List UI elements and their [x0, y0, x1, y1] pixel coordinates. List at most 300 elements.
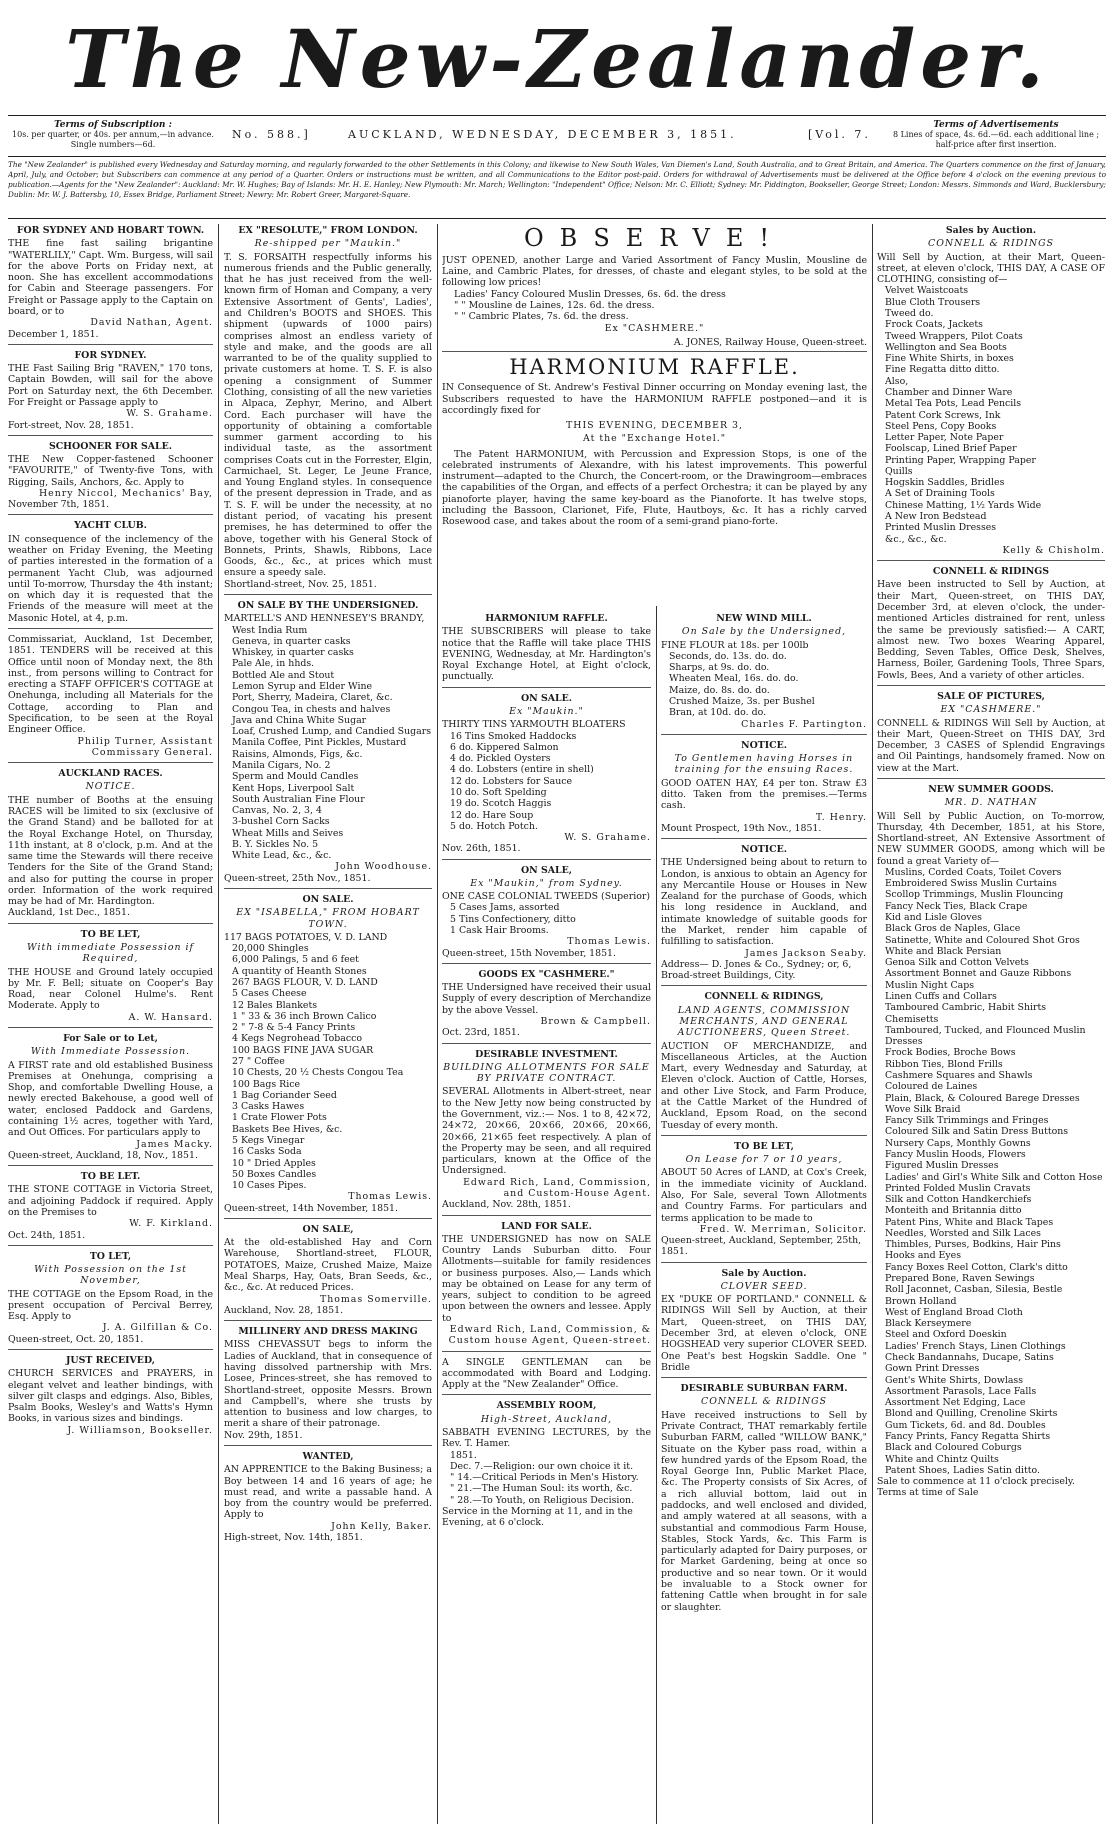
ad-heading: EX "RESOLUTE," FROM LONDON.: [238, 225, 418, 236]
ad-body: Will Sell by Public Auction, on To-morrow, Thursday, 4th December, 1851, at his Store, Shortland-street, AN Extensive Assortment of NEW SUMMER GOODS, among which will be found a great Variety of—: [877, 810, 1105, 867]
ad-list-item: Blue Cloth Trousers: [885, 296, 981, 308]
ad-list-item: Ladies' and Girl's White Silk and Cotton Hose: [885, 1171, 1103, 1183]
ad-body: MISS CHEVASSUT begs to inform the Ladies of Auckland, that in consequence of having dissolved partnership with Mrs. Losee, Princes-street, she has removed to Shortland-street, opposite Messrs. Brown and Campbell's, where she trusts by attention to business and low charges, to merit a share of their patronage.: [224, 1339, 432, 1430]
advertisement: [8, 225, 213, 345]
ad-list-item: Printing Paper, Wrapping Paper: [885, 454, 1036, 466]
column-rule: [218, 224, 219, 1824]
ad-list-item: Black Gros de Naples, Glace: [885, 923, 1021, 935]
ad-heading: YACHT CLUB.: [74, 520, 147, 532]
advertisement-line: half-price after first insertion.: [935, 139, 1057, 149]
ad-signature: Edward Rich, Land, Commission, and Custom-House Agent.: [463, 1176, 651, 1199]
ad-signature: J. Williamson, Bookseller.: [67, 1424, 213, 1436]
ad-heading: NEW SUMMER GOODS.: [928, 783, 1054, 795]
ad-date: Queen-street, Auckland, September, 25th, 1851.: [661, 1235, 862, 1258]
ad-body: ABOUT 50 Acres of LAND, at Cox's Creek, in the immediate vicinity of Auckland. Also, For Sale, several Town Allotments and Country Farms. For particulars and terms application to be made to: [661, 1167, 867, 1224]
ad-signature: John Kelly, Baker.: [331, 1520, 432, 1532]
advertisement: [224, 600, 432, 889]
ad-list-item: Prepared Bone, Raven Sewings: [885, 1273, 1035, 1285]
ad-body: EX "DUKE OF PORTLAND." CONNELL & RIDINGS Will Sell by Auction, at their Mart, Queen-street, on THIS DAY, December 3rd, at eleven o'clock, ONE HOGSHEAD very superior CLOVER SEED. One Peat's best Hogskin Saddle. One " Bridle: [661, 1294, 867, 1373]
ad-heading: ON SALE.: [302, 894, 354, 906]
subscription-terms: [8, 120, 218, 149]
ad-list-item: Baskets Bee Hives, &c.: [232, 1123, 343, 1135]
ad-subheading: CONNELL & RIDINGS: [701, 1396, 827, 1408]
ad-list-item: Fancy Neck Ties, Black Crape: [885, 900, 1028, 912]
ad-signature: John Woodhouse.: [335, 861, 432, 873]
ad-body: T. S. FORSAITH respectfully informs his numerous friends and the Public generally, that he has just received from the well-known firm of Homan and Company, a very Extensive Assortment of Gents', Ladies', and Children's BOOTS and SHOES. This shipment (upwards of 1000 pairs) comprises almost an endless variety of style and make, and the goods are all warranted to be of the quality supplied to private customers at home. T. S. F. is also opening a consignment of Summer Clothing, consisting of all the new varieties in Alpaca, Zephyr, Merino, and Albert Cord. Each purchaser will have the opportunity of obtaining a comfortable summer garment according to his individual taste, as the assortment comprises Coats cut in the Forrester, Elgin, Carmichael, St. Leger, Le Jeune France, and Young England styles. In consequence of the present depression in Trade, and as T. S. F. will be under the necessity, at no distant period, of vacating his present premises, he has determined to offer the above, together with his General Stock of Bonnets, Prints, Shawls, Ribbons, Lace Goods, &c., &c., at prices which must ensure a speedy sale.: [224, 251, 432, 579]
ad-list-item: Hogskin Saddles, Bridles: [885, 477, 1005, 489]
ad-list-item: Tamboured Cambric, Habit Shirts: [885, 1002, 1047, 1014]
ad-list-item: White and Black Persian: [885, 945, 1002, 957]
ad-date: Fort-street, Nov. 28, 1851.: [8, 419, 134, 431]
ad-heading: TO BE LET.: [80, 1171, 141, 1183]
ad-heading: DESIRABLE INVESTMENT.: [475, 1048, 618, 1060]
ad-body: THE New Copper-fastened Schooner "FAVOURITE," of Twenty-five Tons, with Rigging, Sails, Anchors, &c. Apply to: [8, 454, 213, 488]
ad-list-item: Lemon Syrup and Elder Wine: [232, 680, 373, 692]
observe-heading: OBSERVE!: [524, 224, 785, 252]
ad-heading: CONNELL & RIDINGS,: [704, 991, 824, 1003]
ad-list-item: Also,: [885, 375, 909, 387]
ad-list: [877, 285, 1105, 544]
ad-signature: Thomas Somerville.: [319, 1293, 432, 1305]
ad-list-item: A Set of Draining Tools: [885, 488, 995, 500]
advertisement: [8, 1171, 213, 1246]
ad-date: High-street, Nov. 14th, 1851.: [224, 1531, 363, 1543]
ad-date: Queen-street, Auckland, 18, Nov., 1851.: [8, 1149, 198, 1161]
ad-list: [224, 625, 432, 862]
ad-list-item: Wheat Mills and Seives: [232, 827, 344, 839]
ad-list-item: Whiskey, in quarter casks: [232, 647, 354, 659]
ad-list-item: Satinette, White and Coloured Shot Gros: [885, 934, 1080, 946]
ad-heading: Sale by Auction.: [721, 1267, 807, 1279]
ad-list: [442, 902, 651, 936]
ad-signature: Brown & Campbell.: [540, 1016, 651, 1027]
ad-list-item: 4 Kegs Negrohead Tobacco: [232, 1033, 362, 1045]
ad-list-item: 3-bushel Corn Sacks: [232, 816, 330, 828]
ad-list-item: Needles, Worsted and Silk Laces: [885, 1227, 1041, 1239]
ad-list-item: Quills: [885, 465, 913, 477]
ad-list-item: " 21.—The Human Soul: its worth, &c.: [450, 1483, 633, 1495]
ad-list-item: Ladies' French Stays, Linen Clothings: [885, 1340, 1066, 1352]
ad-list-item: Fancy Boxes Reel Cotton, Clark's ditto: [885, 1261, 1068, 1273]
ad-list-item: Genoa Silk and Cotton Velvets: [885, 957, 1029, 969]
ad-list-item: Gum Tickets, 6d. and 8d. Doubles: [885, 1419, 1046, 1431]
ad-list-item: Wove Silk Braid: [885, 1103, 961, 1115]
observe-signature: A. JONES, Railway House, Queen-street.: [673, 336, 867, 348]
subscription-line: Single numbers—6d.: [70, 139, 156, 149]
ad-body: THE fine fast sailing brigantine "WATERLILY," Capt. Wm. Burgess, will sail for the above Ports on Friday next, at noon. She has excellent accommodations for Cabin and Steerage passengers. For Freight or Passage apply to the Captain on board, or to: [8, 238, 213, 317]
ad-list-item: Thimbles, Purses, Bodkins, Hair Pins: [885, 1239, 1061, 1251]
advertisement: [442, 613, 651, 688]
ad-list-item: 10 Chests, 20 ½ Chests Congou Tea: [232, 1067, 404, 1079]
advertisement: [661, 991, 867, 1135]
ad-body: Have been instructed to Sell by Auction, at their Mart, Queen-street, on THIS DAY, December 3rd, at eleven o'clock, the under-mentioned Articles distrained for rent, unless the same be previously satisfied:— A CART, almost new. Two boxes Wearing Apparel, Bedding, Seven Tables, Office Desk, Shelves, Harness, Boiler, Gardening Tools, Three Spars, Fowls, Bees, And a variety of other articles.: [877, 579, 1105, 681]
ad-list-item: Chamber and Dinner Ware: [885, 386, 1013, 398]
advertisement: [8, 350, 213, 436]
ad-subheading: CLOVER SEED.: [720, 1280, 808, 1292]
ad-signature: Thomas Lewis.: [567, 936, 651, 948]
advertisement-line: 8 Lines of space, 4s. 6d.—6d. each additional line ;: [892, 130, 1100, 140]
subscription-title: Terms of Subscription :: [54, 120, 172, 130]
ad-list-item: Black and Coloured Coburgs: [885, 1442, 1022, 1454]
ad-list-item: 1851.: [450, 1449, 477, 1461]
ad-date: Nov. 26th, 1851.: [442, 843, 521, 855]
ad-heading: WANTED,: [302, 1450, 354, 1462]
ad-heading: NEW WIND MILL.: [716, 613, 812, 624]
ad-heading: FOR SYDNEY.: [74, 349, 147, 361]
ad-list-item: Embroidered Swiss Muslin Curtains: [885, 878, 1057, 890]
ad-body: THE Undersigned have received their usual Supply of every description of Merchandize by the above Vessel.: [442, 982, 651, 1016]
ad-subheading: With immediate Possession if Required,: [27, 942, 194, 965]
ad-list-item: Wheaten Meal, 16s. do. do.: [669, 673, 799, 685]
observe-body: JUST OPENED, another Large and Varied Assortment of Fancy Muslin, Mousline de Laine, and Cambric Plates, for dresses, of chaste and elegant styles, to be sold at the following low prices!: [442, 254, 867, 289]
ad-heading: NOTICE.: [741, 739, 787, 751]
ad-list-item: Monteith and Britannia ditto: [885, 1205, 1022, 1217]
ad-subheading: Ex "Maukin.": [509, 705, 584, 717]
advertisement: [8, 441, 213, 516]
ad-list-item: 3 Casks Hawes: [232, 1101, 305, 1113]
ad-list-item: B. Y. Sickles No. 5: [232, 838, 319, 850]
ad-list-item: Ribbon Ties, Blond Frills: [885, 1058, 1003, 1070]
ad-list-item: Fancy Prints, Fancy Regatta Shirts: [885, 1430, 1051, 1442]
ad-signature: James Macky.: [136, 1138, 213, 1150]
ad-list-item: Tweed Wrappers, Pilot Coats: [885, 330, 1023, 342]
ad-list-item: 10 " Dried Apples: [232, 1157, 316, 1169]
ad-list-item: Linen Cuffs and Collars: [885, 991, 997, 1002]
ad-list-item: Raisins, Almonds, Figs, &c.: [232, 748, 363, 760]
ad-list-item: Manila Cigars, No. 2: [232, 759, 331, 771]
ad-list-item: Maize, do. 8s. do. do.: [669, 684, 770, 696]
harmonium-when: THIS EVENING, DECEMBER 3,: [566, 420, 743, 432]
advertisement: [442, 1400, 651, 1532]
advertisement: [877, 225, 1105, 561]
ad-list-item: Plain, Black, & Coloured Barege Dresses: [885, 1092, 1080, 1104]
ad-list-item: Foolscap, Lined Brief Paper: [885, 443, 1017, 455]
column-rule: [656, 606, 657, 1824]
ad-date: Mount Prospect, 19th Nov., 1851.: [661, 822, 822, 834]
ad-body: Commissariat, Auckland, 1st December, 1851. TENDERS will be received at this Office until noon of Monday next, the 8th inst., from persons willing to Contract for erecting a STAFF OFFICER'S COTTAGE at Onehunga, including all Materials for the Cottage, according to Plan and Specification, to be seen at the Royal Engineer Office.: [8, 634, 213, 736]
ad-list-item: 20,000 Shingles: [232, 943, 309, 955]
ad-list-item: 4 do. Lobsters (entire in shell): [450, 764, 594, 776]
ad-subheading: With Immediate Possession.: [30, 1046, 191, 1058]
ad-date: Nov. 29th, 1851.: [224, 1429, 303, 1441]
ad-list-item: 5 Kegs Vinegar: [232, 1134, 305, 1146]
ad-list: [442, 1450, 651, 1506]
ad-list-item: A quantity of Heanth Stones: [232, 965, 367, 977]
ad-list-item: Chinese Matting, 1½ Yards Wide: [885, 499, 1042, 511]
ad-list-item: White and Chintz Quilts: [885, 1453, 999, 1465]
ad-list-item: Roll Jaconnet, Casban, Silesia, Bestle: [885, 1284, 1063, 1296]
column-5: [877, 224, 1105, 1824]
ad-list-item: Coloured Silk and Satin Dress Buttons: [885, 1126, 1069, 1138]
ad-list-item: 6 do. Kippered Salmon: [450, 741, 559, 753]
ad-date: Queen-street, Oct. 20, 1851.: [8, 1333, 144, 1345]
ad-list-item: 100 Bags Rice: [232, 1078, 301, 1090]
ad-heading: ON SALE,: [302, 1223, 354, 1235]
ad-body: AN APPRENTICE to the Baking Business; a Boy between 14 and 16 years of age; he must read, and write a passable hand. A boy from the country would be preferred. Apply to: [224, 1464, 432, 1521]
ad-body: THE COTTAGE on the Epsom Road, in the present occupation of Percival Berrey, Esq. Apply to: [8, 1288, 213, 1323]
ad-heading: MILLINERY AND DRESS MAKING: [238, 1326, 418, 1338]
ad-list-item: 10 Cases Pipes.: [232, 1180, 307, 1192]
observe-line: " " Mousline de Laines, 12s. 6d. the dress.: [454, 299, 655, 311]
ad-subheading: LAND AGENTS, COMMISSION MERCHANTS, AND GENERAL AUCTIONEERS, Queen Street.: [677, 1004, 851, 1039]
ad-heading: TO BE LET,: [734, 1140, 794, 1152]
ad-list-item: Scollop Trimmings, Muslin Flouncing: [885, 889, 1064, 901]
ad-body: SABBATH EVENING LECTURES, by the Rev. T. Hamer.: [442, 1427, 651, 1450]
advertisement: [8, 768, 213, 924]
ad-list-item: Nursery Caps, Monthly Gowns: [885, 1137, 1031, 1149]
ad-list-item: Metal Tea Pots, Lead Pencils: [885, 398, 1022, 410]
ad-list-item: Kent Hops, Liverpool Salt: [232, 782, 355, 794]
ad-signature: J. A. Gilfillan & Co.: [102, 1322, 213, 1334]
ad-body: Have received instructions to Sell by Private Contract, THAT remarkably fertile Suburban FARM, called "WILLOW BANK," Situate on the Kyber pass road, within a few hundred yards of the Epsom Road, the Royal George Inn, Public Market Place, &c. The Property consists of Six Acres, of a rich alluvial bottom, laid out in paddocks, and well enclosed and divided, and amply watered at all seasons, with a substantial and commodious Farm House, Stables, Stock Yards, &c. This Farm is particularly adapted for Dairy purposes, or for Market Gardening, being at once so productive and so near town. Or it would be invaluable to a Stock owner for fattening Cattle when brought in for sale or slaughter.: [661, 1409, 867, 1613]
observe-line: Ladies' Fancy Coloured Muslin Dresses, 6s. 6d. the dress: [454, 288, 726, 300]
ad-subheading: CONNELL & RIDINGS: [928, 238, 1054, 250]
ad-list-item: West India Rum: [232, 624, 308, 636]
ad-subheading: On Sale by the Undersigned,: [681, 626, 847, 638]
ad-date: Queen-street, 15th November, 1851.: [442, 947, 617, 959]
ad-date: Auckland, 1st Dec., 1851.: [8, 907, 130, 919]
ad-signature: Philip Turner, Assistant Commissary General.: [77, 735, 213, 758]
ad-list-item: Pale Ale, in hhds.: [232, 658, 315, 670]
ad-list-item: Fancy Silk Trimmings and Fringes: [885, 1115, 1049, 1127]
ad-date: Queen-street, 14th November, 1851.: [224, 1202, 399, 1214]
date-bar: [8, 115, 1106, 157]
ad-body: CHURCH SERVICES and PRAYERS, in elegant velvet and leather bindings, with silver gilt clasps and edgings. Also, Bibles, Psalm Books, Wesley's and Watts's Hymn Books, in various sizes and bindings.: [8, 1368, 213, 1425]
ad-signature: Fred. W. Merriman, Solicitor.: [699, 1223, 867, 1235]
advertisement: [877, 566, 1105, 686]
advertisement: [442, 969, 651, 1044]
observe-line: " " Cambric Plates, 7s. 6d. the dress.: [454, 311, 629, 323]
ad-list-item: Crushed Maize, 3s. per Bushel: [669, 695, 815, 707]
ad-list-item: Letter Paper, Note Paper: [885, 432, 1004, 444]
ad-list-item: Black Kerseymere: [885, 1318, 972, 1330]
column-1: [8, 224, 213, 1824]
ad-list-item: Assortment Parasols, Lace Falls: [885, 1385, 1037, 1397]
advertisement: [442, 693, 651, 860]
ad-list-item: Coloured de Laines: [885, 1081, 978, 1093]
ad-list-item: Gent's White Shirts, Dowlass: [885, 1374, 1024, 1386]
ad-list-item: 267 BAGS FLOUR, V. D. LAND: [232, 977, 378, 988]
ad-date: Oct. 24th, 1851.: [8, 1229, 86, 1241]
ad-list-item: 5 Cases Jams, assorted: [450, 902, 560, 914]
advertisement: [661, 1141, 867, 1263]
ad-heading: SCHOONER FOR SALE.: [48, 440, 173, 452]
ad-heading: ASSEMBLY ROOM,: [496, 1400, 597, 1412]
ad-subheading: EX "CASHMERE.": [940, 704, 1042, 716]
ad-list: [442, 731, 651, 833]
ad-body: THE HOUSE and Ground lately occupied by Mr. F. Bell; situate on Cooper's Bay Road, near Colonel Hulme's. Rent Moderate. Apply to: [8, 966, 213, 1012]
advertisement: [224, 225, 432, 595]
ad-signature: Edward Rich, Land, Commission, & Custom house Agent, Queen-street.: [448, 1324, 651, 1347]
ad-list-item: " 28.—To Youth, on Religious Decision.: [450, 1494, 635, 1506]
ad-signature: W. S. Grahame.: [564, 832, 651, 844]
ad-date: Auckland, Nov. 28, 1851.: [224, 1304, 344, 1316]
advertisement: [8, 634, 213, 763]
ad-heading: AUCKLAND RACES.: [58, 768, 163, 780]
issue-date: AUCKLAND, WEDNESDAY, DECEMBER 3, 1851.: [348, 128, 737, 141]
ad-heading: ON SALE.: [520, 692, 573, 704]
ad-list-item: Fine White Shirts, in boxes: [885, 353, 1014, 365]
subscription-line: 10s. per quarter, or 40s. per annum,—in advance.: [12, 130, 214, 140]
ad-list-item: Geneva, in quarter casks: [232, 635, 351, 647]
advertisement: [8, 1251, 213, 1350]
advertisement: [661, 1383, 867, 1617]
ad-signature: A. W. Hansard.: [128, 1011, 213, 1023]
ad-date: Oct. 23rd, 1851.: [442, 1027, 520, 1039]
ad-signature: Henry Niccol, Mechanics' Bay,: [38, 487, 213, 499]
ad-list-item: Printed Muslin Dresses: [885, 522, 997, 534]
ad-list-item: Silk and Cotton Handkerchiefs: [885, 1194, 1032, 1206]
ad-signature: Kelly & Chisholm.: [1002, 544, 1105, 556]
ad-list-item: Wellington and Sea Boots: [885, 341, 1007, 353]
ad-body: SEVERAL Allotments in Albert-street, near to the New Jetty now being constructed by the Government, viz.:— Nos. 1 to 8, 42×72, 24×72, 20×66, 20×66, 20×66, 20×66, 20×66, 21×65 feet respectively. A plan of the Property may be seen, and all required particulars, known at the Office of the Undersigned.: [442, 1086, 651, 1177]
column-4: [661, 612, 867, 1824]
ad-body: THE Undersigned being about to return to London, is anxious to obtain an Agency for any Mercantile House or Houses in New Zealand for the purchase of Goods, which his long residence in Auckland, and intimate knowledge of suitable goods for the Market, render him capable of fulfilling to satisfaction.: [661, 857, 867, 948]
advertisement: [661, 740, 867, 839]
ad-heading: FOR SYDNEY AND HOBART TOWN.: [16, 225, 205, 236]
ad-body: 117 BAGS POTATOES, V. D. LAND: [224, 931, 388, 943]
observe-ex: Ex "CASHMERE.": [604, 323, 705, 335]
ad-heading: TO BE LET,: [80, 928, 141, 940]
ad-signature: Charles F. Partington.: [741, 718, 867, 730]
ad-list-item: 1 Cask Hair Brooms.: [450, 925, 549, 937]
ad-subheading: With Possession on the 1st November,: [34, 1264, 187, 1287]
harmonium-heading: HARMONIUM RAFFLE.: [509, 355, 800, 380]
ad-list-item: Bottled Ale and Stout: [232, 669, 335, 681]
ad-list-item: 4 do. Pickled Oysters: [450, 753, 551, 765]
ad-body: ONE CASE COLONIAL TWEEDS (Superior): [442, 891, 650, 903]
ad-list-item: Java and China White Sugar: [232, 714, 367, 726]
ad-list-item: Seconds, do. 13s. do. do.: [669, 650, 787, 662]
ad-list-item: Printed Folded Muslin Cravats: [885, 1182, 1031, 1194]
ad-heading: CONNELL & RIDINGS: [932, 566, 1050, 578]
column-3: [442, 612, 651, 1824]
advertisement: [661, 613, 867, 735]
ad-subheading: On Lease for 7 or 10 years,: [685, 1154, 843, 1166]
ad-list-item: 5 Cases Cheese: [232, 988, 307, 1000]
ad-subheading: NOTICE.: [85, 781, 136, 793]
ad-list-item: Figured Muslin Dresses: [885, 1160, 999, 1172]
ad-body: THE number of Booths at the ensuing RACES will be limited to six (exclusive of the Grand Stand) and be balloted for at the Royal Exchange Hotel, on Thursday, 11th instant, at 8 o'clock, p.m. And at the same time the Stewards will there receive Tenders for the Site of the Grand Stand; and also for putting the course in proper order. Information of the work required may be had of Mr. Hardington.: [8, 794, 213, 908]
ad-subheading: MR. D. NATHAN: [944, 797, 1038, 809]
ad-list: [224, 943, 432, 1191]
ad-signature: Thomas Lewis.: [348, 1191, 432, 1203]
ad-heading: Sales by Auction.: [945, 225, 1037, 236]
ad-body: IN consequence of the inclemency of the weather on Friday Evening, the Meeting of parties interested in the formation of a permanent Yacht Club, was adjourned until To-morrow, Thursday the 4th instant; on which day it is requested that the Friends of the measure will meet at the Masonic Hotel, at 4, p.m.: [8, 533, 213, 624]
ad-body: THIRTY TINS YARMOUTH BLOATERS: [442, 719, 626, 731]
ad-list-item: 6,000 Palings, 5 and 6 feet: [232, 954, 359, 966]
ad-heading: SALE OF PICTURES,: [937, 690, 1045, 702]
ad-date: Sale to commence at 11 o'clock precisely. Terms at time of Sale: [877, 1476, 1075, 1499]
ad-list-item: 12 Bales Blankets: [232, 999, 318, 1011]
ad-list-item: Fancy Muslin Hoods, Flowers: [885, 1148, 1026, 1160]
ad-subheading: High-Street, Auckland,: [480, 1413, 613, 1425]
advertisement: [877, 784, 1105, 1503]
advertisement: [442, 1049, 651, 1216]
advertisement: [224, 894, 432, 1219]
ad-list-item: Tweed do.: [885, 307, 934, 319]
ad-subheading: EX "ISABELLA," FROM HOBART TOWN.: [236, 907, 420, 930]
ad-list-item: 100 BAGS FINE JAVA SUGAR: [232, 1044, 374, 1056]
ad-list-item: Hooks and Eyes: [885, 1250, 962, 1262]
advertisement-terms: [886, 120, 1106, 149]
ad-list-item: 10 do. Soft Spelding: [450, 786, 547, 798]
ad-list-item: 19 do. Scotch Haggis: [450, 798, 552, 810]
ad-list-item: 50 Boxes Candles: [232, 1168, 317, 1180]
ad-body: THE SUBSCRIBERS will please to take notice that the Raffle will take place THIS EVENING, Wednesday, at Mr. Hardington's Royal Exchange Hotel, at Eight o'clock, punctually.: [442, 626, 651, 683]
ad-date: Service in the Morning at 11, and in the Evening, at 6 o'clock.: [442, 1505, 633, 1529]
ad-list-item: Kid and Lisle Gloves: [885, 912, 982, 924]
ad-heading: GOODS EX "CASHMERE.": [478, 968, 615, 980]
harmonium-body: IN Consequence of St. Andrew's Festival Dinner occurring on Monday evening last, the Subscribers requested to have the HARMONIUM RAFFLE postponed—and it is accordingly fixed for: [442, 382, 867, 416]
ad-subheading: Ex "Maukin," from Sydney.: [470, 877, 623, 889]
ad-list-item: Dec. 7.—Religion: our own choice it it.: [450, 1460, 634, 1472]
ad-list: [877, 867, 1105, 1476]
ad-list-item: Bran, at 10d. do. do.: [669, 707, 767, 719]
ad-list-item: 5 Tins Confectionery, ditto: [450, 913, 576, 925]
ad-heading: For Sale or to Let,: [63, 1033, 158, 1044]
ad-list-item: 1 Bag Coriander Seed: [232, 1089, 337, 1101]
ad-body: AUCTION OF MERCHANDIZE, and Miscellaneous Articles, at the Auction Mart, every Wednesday and Saturday, at Eleven o'clock. Auction of Cattle, Horses, and other Live Stock, and Farm Produce, at the Cattle Market of the Hundred of Auckland, Epsom Road, on the second Tuesday of every month.: [661, 1040, 867, 1131]
ad-list-item: Assortment Bonnet and Gauze Ribbons: [885, 968, 1072, 980]
ad-heading: ON SALE,: [520, 864, 573, 876]
ad-list-item: Chemisetts: [885, 1013, 939, 1025]
ad-list-item: Fine Regatta ditto ditto.: [885, 364, 1000, 376]
ad-list: [661, 651, 867, 719]
advertisement: [877, 691, 1105, 779]
ad-body: THE Fast Sailing Brig "RAVEN," 170 tons, Captain Bowden, will sail for the above Port on Saturday next, the 6th December. For Freight or Passage apply to: [8, 363, 213, 408]
ad-heading: HARMONIUM RAFFLE.: [485, 613, 608, 624]
ad-body: THE UNDERSIGNED has now on SALE Country Lands Suburban ditto. Four Allotments—suitable for family residences or business purposes. Also,— Lands which may be obtained on Lease for any term of years, subject to condition to be agreed upon between the owners and lessee. Apply to: [442, 1233, 651, 1324]
advertisement: [224, 1224, 432, 1321]
ad-list-item: Patent Cork Screws, Ink: [885, 409, 1001, 421]
ad-list-item: 12 do. Hare Soup: [450, 809, 534, 821]
ad-heading: ON SALE BY THE UNDERSIGNED.: [237, 600, 419, 611]
column-rule: [872, 224, 873, 1824]
advertisement: [442, 865, 651, 964]
ad-signature: David Nathan, Agent.: [90, 317, 213, 329]
ad-list-item: 5 do. Hotch Potch.: [450, 820, 538, 832]
ad-list-item: White Lead, &c., &c.: [232, 850, 332, 862]
advertisement: [8, 1033, 213, 1166]
ad-list-item: Cashmere Squares and Shawls: [885, 1069, 1033, 1081]
ad-body: A FIRST rate and old established Business Premises at Onehunga, comprising a Shop, and comfortable Dwelling House, a newly erected Bakehouse, a good well of water, enclosed Paddock and Gardens, containing 1½ acres, together with Yard, and Out Offices. For particulars apply to: [8, 1059, 213, 1139]
ad-list-item: Loaf, Crushed Lump, and Candied Sugars: [232, 726, 432, 738]
issue-number: No. 588.]: [232, 128, 311, 141]
ad-list-item: A New Iron Bedstead: [885, 511, 987, 523]
ad-heading: DESIRABLE SUBURBAN FARM.: [680, 1383, 848, 1395]
advertisement: [442, 1357, 651, 1396]
advertisement: [442, 1221, 651, 1352]
ad-heading: TO LET,: [89, 1250, 132, 1262]
ad-body: GOOD OATEN HAY, £4 per ton. Straw £3 ditto. Taken from the premises.—Terms cash.: [661, 777, 867, 812]
ad-heading: JUST RECEIVED,: [65, 1355, 156, 1367]
ad-date: Auckland, Nov. 28th, 1851.: [442, 1199, 571, 1211]
ad-list-item: 2 " 7-8 & 5-4 Fancy Prints: [232, 1022, 356, 1034]
ad-list-item: Brown Holland: [885, 1295, 957, 1307]
ad-signature: James Jackson Seaby.: [745, 947, 867, 959]
ad-heading: LAND FOR SALE.: [501, 1220, 592, 1232]
ad-list-item: Frock Coats, Jackets: [885, 319, 983, 331]
ad-signature: T. Henry.: [815, 811, 867, 823]
ad-date: November 7th, 1851.: [8, 499, 110, 511]
ad-subheading: To Gentlemen having Horses in training for the ensuing Races.: [674, 753, 854, 776]
advertisement-title: Terms of Advertisements: [933, 120, 1059, 130]
masthead-title: The New-Zealander.: [65, 12, 1049, 106]
advertisement: [661, 844, 867, 986]
ad-list-item: Steel Pens, Copy Books: [885, 420, 997, 432]
advertisement: [661, 1268, 867, 1379]
